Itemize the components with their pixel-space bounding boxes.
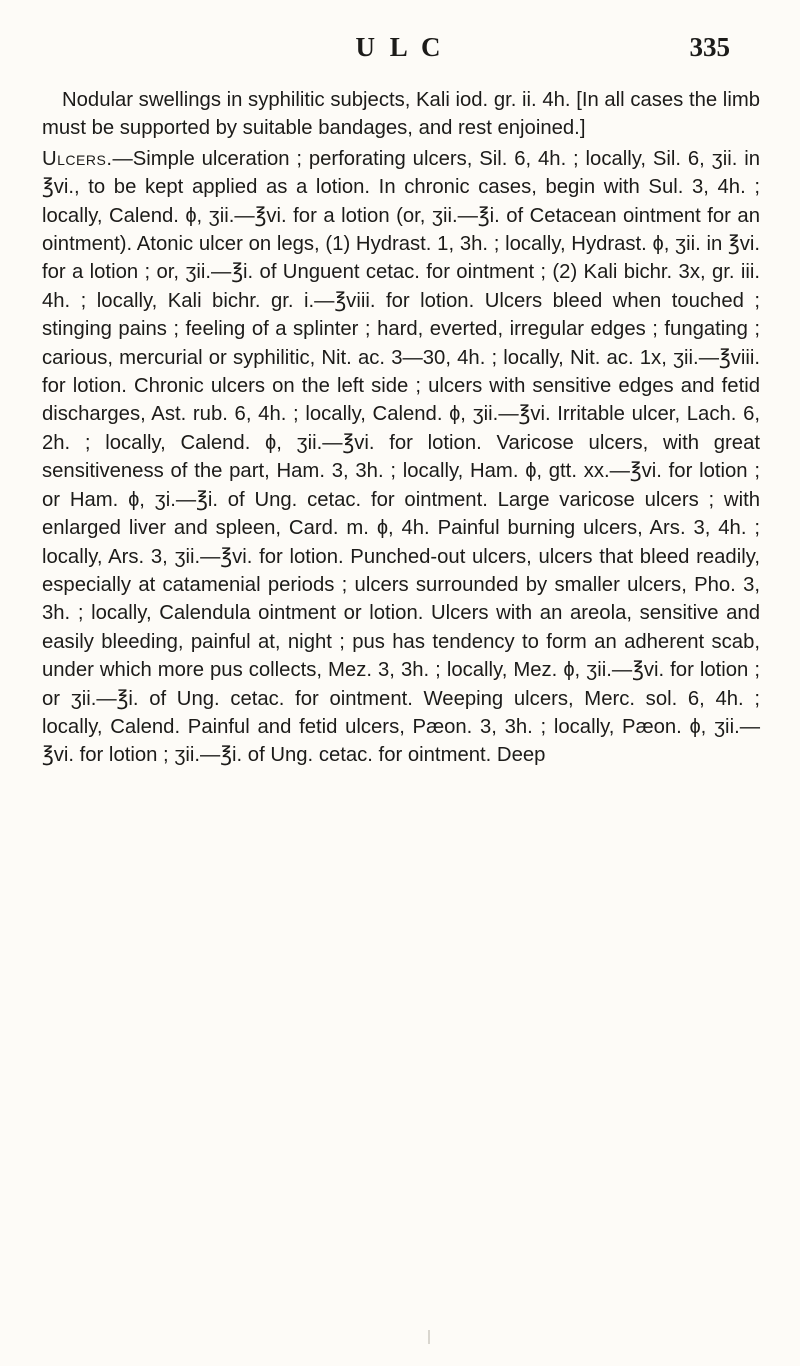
running-title: U L C [355, 32, 445, 62]
entry-heading-ulcers: Ulcers. [42, 147, 113, 170]
paragraph-ulcers [42, 145, 760, 770]
body-text [42, 86, 760, 770]
page-bottom-mark [428, 1330, 430, 1344]
paragraph-text: —Simple ulceration ; perforating ulcers, Sil. 6, 4h. ; locally, Sil. 6, ʒii. in ℥vi., to be kept applied as a lotion. In chronic cases, begin with Sul. 3, 4h. ; locally, Calend. ɸ, ʒii.—℥vi. for a lotion (or, ʒii.—℥i. of Cetacean ointment for an ointment). Atonic ulcer on legs, (1) Hydrast. 1, 3h. ; locally, Hydrast. ɸ, ʒii. in ℥vi. for a lotion ; or, ʒii.—℥i. of Unguent cetac. for ointment ; (2) Kali bichr. 3x, gr. iii. 4h. ; locally, Kali bichr. gr. i.—℥viii. for lotion. Ulcers bleed when touched ; stinging pains ; feeling of a splinter ; hard, everted, irregular edges ; fungating ; carious, mercurial or syphilitic, Nit. ac. 3—30, 4h. ; locally, Nit. ac. 1x, ʒii.—℥viii. for lotion. Chronic ulcers on the left side ; ulcers with sensitive edges and fetid discharges, Ast. rub. 6, 4h. ; locally, Calend. ɸ, ʒii.—℥vi. Irritable ulcer, Lach. 6, 2h. ; locally, Calend. ɸ, ʒii.—℥vi. for lotion. Varicose ulcers, with great sensitiveness of the part, Ham. 3, 3h. ; locally, Ham. ɸ, gtt. xx.—℥vi. for lotion ; or Ham. ɸ, ʒi.—℥i. of Ung. cetac. for ointment. Large varicose ulcers ; with enlarged liver and spleen, Card. m. ɸ, 4h. Painful burning ulcers, Ars. 3, 4h. ; locally, Ars. 3, ʒii.—℥vi. for lotion. Punched-out ulcers, ulcers that bleed readily, especially at catamenial periods ; ulcers surrounded by smaller ulcers, Pho. 3, 3h. ; locally, Calendula ointment or lotion. Ulcers with an areola, sensitive and easily bleeding, painful at, night ; pus has tendency to form an adherent scab, under which more pus collects, Mez. 3, 3h. ; locally, Mez. ɸ, ʒii.—℥vi. for lotion ; or ʒii.—℥i. of Ung. cetac. for ointment. Weeping ulcers, Merc. sol. 6, 4h. ; locally, Calend. Painful and fetid ulcers, Pæon. 3, 3h. ; locally, Pæon. ɸ, ʒii.—℥vi. for lotion ; ʒii.—℥i. of Ung. cetac. for ointment. Deep [42, 147, 760, 767]
page-number: 335 [689, 32, 730, 62]
paragraph-text: Nodular swellings in syphilitic subjects, Kali iod. gr. ii. 4h. [In all cases the limb must be supported by suitable bandages, and rest enjoined.] [42, 89, 760, 140]
paragraph-nodular-swellings [42, 86, 760, 143]
running-head [0, 14, 800, 74]
